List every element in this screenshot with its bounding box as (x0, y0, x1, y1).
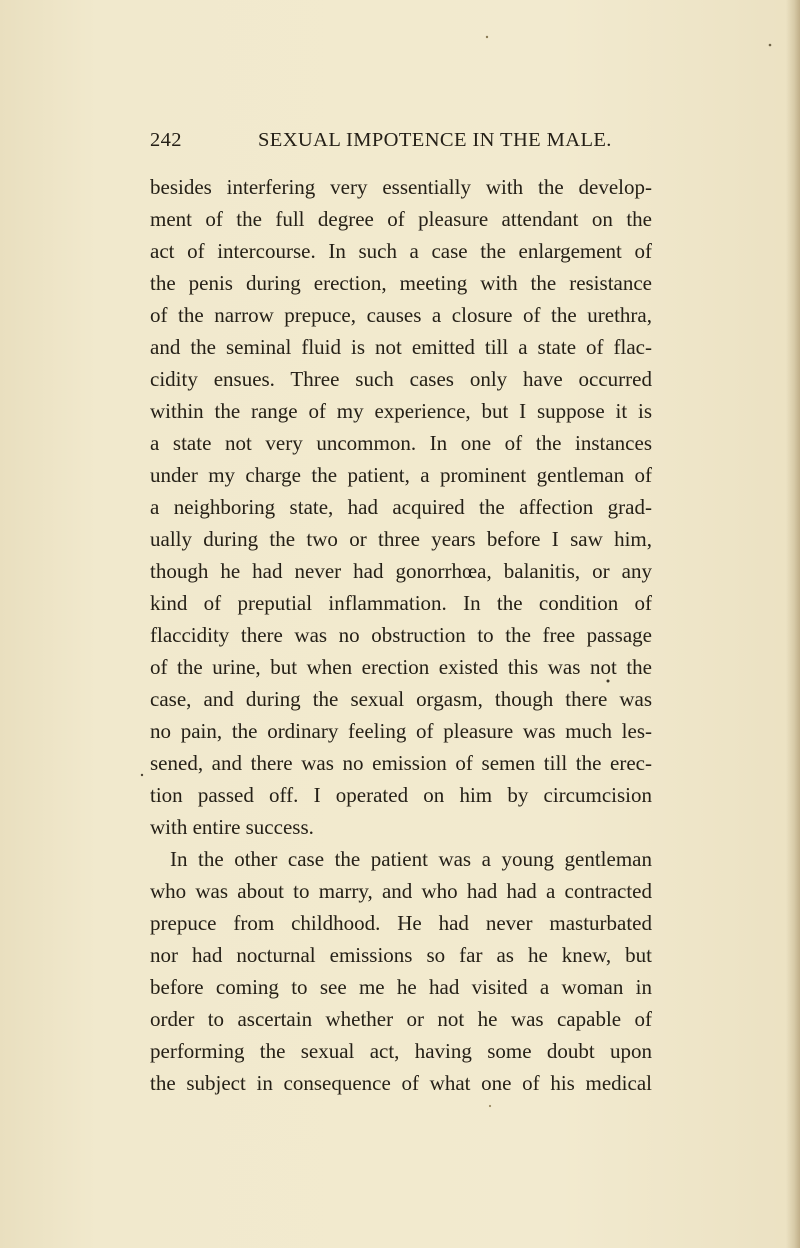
text-line: tion passed off. I operated on him by circumcision (150, 783, 652, 807)
text-line: ment of the full degree of pleasure attendant on the (150, 207, 652, 231)
text-line: a neighboring state, had acquired the affection grad- (150, 495, 652, 519)
speck (769, 44, 772, 47)
text-line: cidity ensues. Three such cases only have occurred (150, 367, 652, 391)
running-title: SEXUAL IMPOTENCE IN THE MALE. (258, 129, 612, 151)
text-line: a state not very uncommon. In one of the instances (150, 431, 652, 455)
text-line: under my charge the patient, a prominent gentleman of (150, 463, 652, 487)
text-line: before coming to see me he had visited a woman in (150, 975, 652, 999)
text-line: who was about to marry, and who had had a contracted (150, 879, 652, 903)
text-line: no pain, the ordinary feeling of pleasure was much les- (150, 719, 652, 743)
text-line: though he had never had gonorrhœa, balanitis, or any (150, 559, 652, 583)
speck (486, 36, 488, 38)
text-line: sened, and there was no emission of semen till the erec- (150, 751, 652, 775)
speck (141, 774, 143, 776)
body-text (150, 171, 652, 1099)
text-line-paragraph-end: with entire success. (150, 815, 314, 839)
text-line: within the range of my experience, but I suppose it is (150, 399, 652, 423)
text-line: of the urine, but when erection existed this was not the (150, 655, 652, 679)
text-line: performing the sexual act, having some doubt upon (150, 1039, 652, 1063)
speck (489, 1105, 491, 1107)
text-line: kind of preputial inflammation. In the condition of (150, 591, 652, 615)
text-line: besides interfering very essentially with the develop- (150, 175, 652, 199)
text-line: and the seminal fluid is not emitted till a state of flac- (150, 335, 652, 359)
text-line: of the narrow prepuce, causes a closure of the urethra, (150, 303, 652, 327)
text-line: prepuce from childhood. He had never masturbated (150, 911, 652, 935)
text-line-paragraph-start: In the other case the patient was a young gentleman (170, 847, 652, 871)
text-line: the penis during erection, meeting with the resistance (150, 271, 652, 295)
page-header (150, 129, 650, 161)
text-line: case, and during the sexual orgasm, though there was (150, 687, 652, 711)
text-line: flaccidity there was no obstruction to the free passage (150, 623, 652, 647)
text-line: the subject in consequence of what one of his medical (150, 1071, 652, 1095)
text-line: nor had nocturnal emissions so far as he knew, but (150, 943, 652, 967)
text-line: ually during the two or three years before I saw him, (150, 527, 652, 551)
page-number: 242 (150, 129, 182, 151)
text-line: act of intercourse. In such a case the enlargement of (150, 239, 652, 263)
text-line: order to ascertain whether or not he was capable of (150, 1007, 652, 1031)
